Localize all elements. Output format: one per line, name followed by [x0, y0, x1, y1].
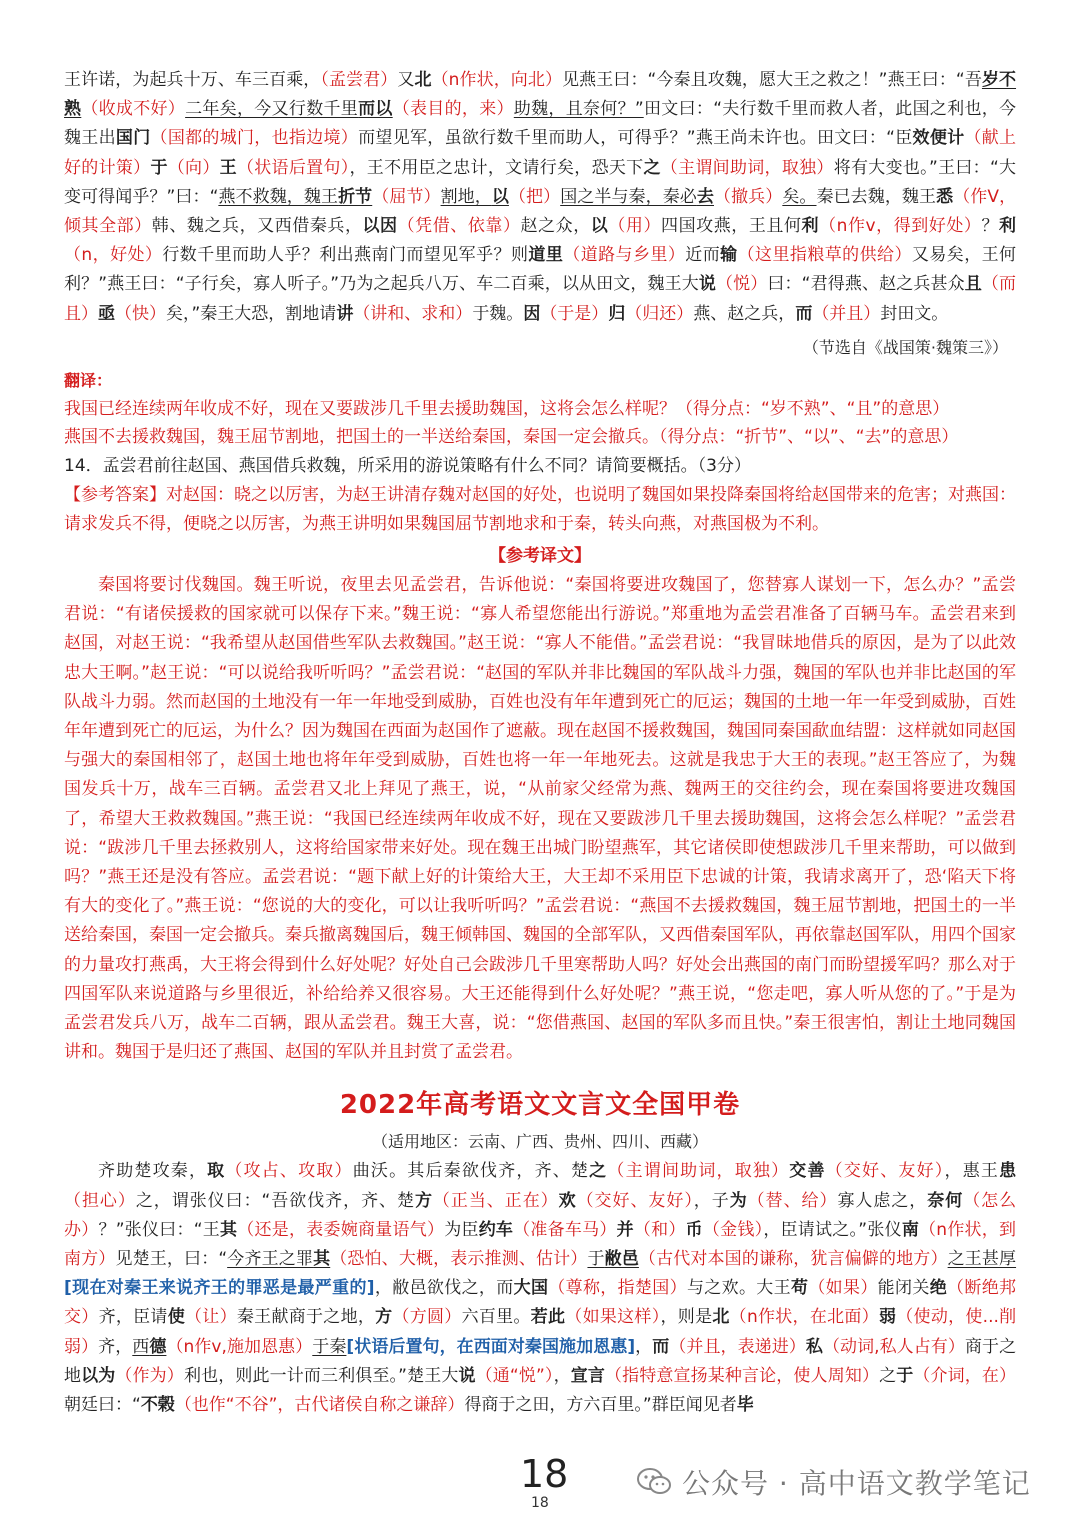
translation-line-1: 我国已经连续两年收成不好，现在又要跋涉几千里去援助魏国，这将会怎么样呢？（得分点：“岁不熟”、“且”的意思） — [64, 398, 950, 419]
key-word: 宣言 — [570, 1365, 605, 1386]
passage-text: 赵之众， — [520, 216, 591, 237]
key-word: 输 — [720, 245, 738, 266]
annotation-gloss: （和） — [633, 1219, 686, 1240]
key-word: 毕 — [736, 1395, 754, 1416]
key-word: 币 — [685, 1219, 703, 1240]
key-word: 大国 — [513, 1278, 549, 1299]
passage-text: 于秦 — [312, 1336, 347, 1357]
passage-text: 矣。 — [782, 186, 817, 207]
annotation-gloss: （悦） — [716, 274, 768, 295]
passage-text: 近而 — [685, 245, 721, 266]
passage-text: 韩、魏之兵，又西借秦兵， — [151, 216, 363, 237]
passage-text: ， — [553, 1365, 571, 1386]
wechat-icon — [636, 1467, 672, 1497]
passage-text: ，子 — [693, 1190, 730, 1211]
passage-text: 见楚王，曰：“ — [115, 1249, 228, 1270]
key-word: 亟 — [98, 303, 115, 324]
key-word: 之 — [589, 1161, 608, 1182]
annotation-gloss: （交好、友好） — [576, 1190, 694, 1211]
annotation-gloss: （这里指粮草的供给） — [737, 245, 912, 266]
annotation-gloss: （并且） — [812, 303, 881, 324]
annotation-gloss: （状语后置句） — [236, 157, 350, 178]
passage-text: ，王不用臣之忠计，文请行矣，恐天下 — [349, 157, 644, 178]
passage-text: 曰：“君得燕、赵之兵甚众 — [767, 274, 965, 295]
key-word: 以为 — [81, 1365, 116, 1386]
key-word: 若此 — [530, 1307, 566, 1328]
passage-text: ，臣请试之。”张仪 — [763, 1219, 902, 1240]
annotation-gloss: （通“悦”） — [475, 1365, 554, 1386]
key-word: 以因 — [362, 216, 398, 237]
annotation-gloss: （使动，使...削弱） — [64, 1307, 1017, 1357]
passage-text: 曲沃。其后秦欲伐齐，齐、楚 — [352, 1161, 590, 1182]
annotation-gloss: （n作v,施加恩惠） — [166, 1336, 313, 1357]
key-word: 且 — [964, 274, 982, 295]
passage-text: 齐助楚攻秦， — [98, 1161, 208, 1182]
passage-text: ，则是 — [660, 1307, 713, 1328]
passage-text: 之王甚厚 — [947, 1249, 1017, 1270]
annotation-gloss: （道路与乡里） — [563, 245, 686, 266]
annotation-gloss: （交好、友好） — [825, 1161, 945, 1182]
passage-text: 商于之地 — [64, 1336, 1017, 1386]
passage-text: 齐， — [98, 1336, 133, 1357]
passage-text: 燕、赵之兵， — [693, 303, 796, 324]
annotation-gloss: （金钱） — [702, 1219, 764, 1240]
key-word: 取 — [207, 1161, 226, 1182]
passage-text: 齐，臣请 — [98, 1307, 168, 1328]
key-word: 不榖 — [140, 1395, 175, 1416]
key-word: 而以 — [358, 99, 393, 120]
key-word: 效便计 — [912, 128, 965, 149]
annotation-gloss: （正当、正在） — [432, 1190, 559, 1211]
annotation-gloss: （屈节） — [372, 186, 441, 207]
passage-text: 寡人虑之， — [837, 1190, 928, 1211]
document-page — [64, 66, 1016, 1420]
passage-text: 之，谓张仪曰：“吾欲伐齐，齐、楚 — [135, 1190, 415, 1211]
watermark-text: 公众号 · 高中语文教学笔记 — [682, 1467, 1031, 1500]
annotation-gloss: （孟尝君） — [320, 70, 398, 90]
passage-text: 秦已去魏，魏王 — [816, 186, 937, 207]
passage-text: 四国攻燕，王且何 — [661, 216, 802, 237]
annotation-gloss: （n作状，在北面） — [729, 1307, 879, 1328]
annotation-gloss: （n作状，向北） — [431, 70, 563, 90]
annotation-gloss: （用） — [608, 216, 662, 237]
annotation-gloss: （向） — [167, 157, 220, 178]
key-word: 敝邑 — [604, 1249, 639, 1270]
passage-text: 之 — [879, 1365, 897, 1386]
passage-text: 与之欢。大王 — [686, 1278, 791, 1299]
key-word: 方 — [375, 1307, 393, 1328]
annotation-gloss: （献上好的计策） — [64, 128, 1017, 178]
passage-text: 六百里。 — [461, 1307, 531, 1328]
key-word: 王 — [219, 157, 237, 178]
passage-text: 将有大变也。”王曰：“大变可得闻乎？”曰：“ — [64, 157, 1017, 207]
passage-text: 二年矣，今又行数千里 — [185, 99, 359, 120]
annotation-gloss: （并且，表递进） — [669, 1336, 806, 1357]
annotation-gloss: （也作“不谷”，古代诸侯自称之谦辞） — [174, 1395, 465, 1416]
annotation-gloss: （作为） — [115, 1365, 184, 1386]
source-citation: （节选自《战国策·魏策三》） — [802, 337, 1008, 357]
annotation-gloss: （撤兵） — [713, 186, 783, 207]
passage-text: 又 — [397, 70, 415, 90]
passage-text: 今齐王之罪 — [227, 1249, 314, 1270]
page-number-small: 18 — [531, 1495, 549, 1511]
key-word: 其 — [220, 1219, 238, 1240]
key-word: 德 — [149, 1336, 167, 1357]
key-word: 南 — [901, 1219, 920, 1240]
passage-text: 于 — [587, 1249, 605, 1270]
annotation-gloss: （恐怕、大概，表示推测、估计） — [330, 1249, 588, 1270]
key-word: 道里 — [528, 245, 564, 266]
reference-answer: 【参考答案】对赵国：晓之以厉害，为赵王讲清存魏对赵国的好处，也说明了魏国如果投降秦国将给赵国带来的危害；对燕国：请求发兵不得，便晓之以厉害，为燕王讲明如果魏国屈节割地求和于秦，转头向燕，对燕国极为不利。 — [64, 484, 1016, 534]
annotation-gloss: （攻占、攻取） — [225, 1161, 353, 1182]
key-word: 以 — [590, 216, 609, 237]
passage-text: ，敝邑欲伐之，而 — [374, 1278, 514, 1299]
passage-text: 利也，则此一计而三利俱至。”楚王大 — [183, 1365, 459, 1386]
passage-text: 燕不救魏，魏王 — [218, 186, 339, 207]
annotation-gloss: （断绝邦交） — [64, 1278, 1017, 1328]
key-word: 患 — [999, 1161, 1017, 1182]
annotation-gloss: [现在对秦王来说齐王的罪恶是最严重的] — [64, 1278, 375, 1299]
passage-text: ？”张仪曰：“王 — [98, 1219, 221, 1240]
annotation-gloss: （n作v，得到好处） — [819, 216, 982, 237]
passage-text: ， — [635, 1336, 653, 1357]
key-word: 于 — [150, 157, 168, 178]
annotation-gloss: （指特意宣扬某种言论，使人周知） — [604, 1365, 880, 1386]
key-word: 方 — [414, 1190, 433, 1211]
passage-text: 王许诺，为起兵十万、车三百乘， — [64, 70, 321, 90]
translation-line-2: 燕国不去援救魏国，魏王屈节割地，把国土的一半送给秦国，秦国一定会撤兵。（得分点：“折节”、“以”、“去”的意思） — [64, 427, 959, 448]
annotation-gloss: （表目的，来） — [392, 99, 514, 120]
reference-translation-text: 秦国将要讨伐魏国。魏王听说，夜里去见孟尝君，告诉他说：“秦国将要进攻魏国了，您替寡人谋划一下，怎么办？”孟尝君说：“有诸侯援救的国家就可以保存下来。”魏王说：“寡人希望您能出行游说。”郑重地为孟尝君准备了百辆马车。孟尝君来到赵国，对赵王说：“我希望从赵国借些军队去救魏国。”赵王说：“寡人不能借。”孟尝君说：“我冒昧地借兵的原因，是为了以此效忠大王啊。”赵王说：“可以说给我听听吗？”孟尝君说：“赵国的军队并非比魏国的军队战斗力强，魏国的军队也并非比赵国的军队战斗力弱。然而赵国的土地没有一年一年地受到威胁，百姓也没有年年遭到死亡的厄运；魏国的土地一年一年受到威胁，百姓年年遭到死亡的厄运，为什么？因为魏国在西面为赵国作了遮蔽。现在赵国不援救魏国，魏国同秦国歃血结盟：这样就如同赵国与强大的秦国相邻了，赵国土地也将年年受到威胁，百姓也将一年一年地死去。这就是我忠于大王的表现。”赵王答应了，为魏国发兵十万，战车三百辆。孟尝君又北上拜见了燕王，说，“从前家父经常为燕、魏两王的交往约会，现在秦国将要进攻魏国了，希望大王救救魏国。”燕王说：“我国已经连续两年收成不好，现在又要跋涉几千里去援助魏国，这将会怎么样呢？”孟尝君说：“跋涉几千里去拯救别人，这将给国家带来好处。现在魏王出城门盼望燕军，其它诸侯即使想跋涉几千里来帮助，可以做到吗？”燕王还是没有答应。孟尝君说：“题下献上好的计策给大王，大王却不采用臣下忠诚的计策，我请求离开了，恐‘陷天下将有大的变化了。”燕王说：“您说的大的变化，可以让我听听吗？”孟尝君说：“燕国不去援救魏国，魏王屈节割地，把国土的一半送给秦国，秦国一定会撤兵。秦兵撤离魏国后，魏王倾韩国、魏国的全部军队，又西借秦国军队，再依靠赵国军队，用四个国家的力量攻打燕禹，大王将会得到什么好处呢？好处自己会跋涉几千里寒帮助人吗？好处会出燕国的南门而盼望援军吗？那么对于四国军队来说道路与乡里很近，补给给养又很容易。大王还能得到什么好处呢？”燕王说，“您走吧，寡人听从您的了。”于是为孟尝君发兵八万，战车二百辆，跟从孟尝君。魏王大喜，说：“您借燕国、赵国的军队多而且快。”秦王很害怕，割让土地同魏国讲和。魏国于是归还了燕国、赵国的军队并且封赏了孟尝君。 — [64, 575, 1016, 1063]
key-word: 使 — [167, 1307, 186, 1328]
annotation-gloss: （n，好处） — [64, 245, 163, 266]
key-word: 说 — [458, 1365, 476, 1386]
reference-translation-title: 【参考译文】 — [489, 546, 591, 567]
annotation-gloss: （方圆） — [392, 1307, 462, 1328]
annotation-gloss: （如果这样） — [565, 1307, 661, 1328]
passage-text: 于魏。 — [472, 303, 524, 324]
annotation-gloss: （把） — [508, 186, 561, 207]
key-word: 约车 — [478, 1219, 514, 1240]
passage-text: 又易矣，王何利？”燕王曰：“子行矣，寡人听子。”乃为之起兵八万、车二百乘，以从田文，魏王大 — [64, 245, 1017, 295]
annotation-gloss: （准备车马） — [513, 1219, 617, 1240]
key-word: 北 — [712, 1307, 730, 1328]
annotation-gloss: （而且） — [64, 274, 1017, 324]
passage-text: 见燕王曰：“今秦且攻魏，愿大王之救之！”燕王曰：“吾 — [562, 70, 982, 90]
passage-text: 割地， — [440, 186, 492, 207]
key-word: 其 — [313, 1249, 331, 1270]
annotated-passage-2 — [64, 1157, 1016, 1420]
key-word: 去 — [696, 186, 714, 207]
key-word: 归 — [608, 303, 626, 324]
passage-text: 为臣 — [444, 1219, 479, 1240]
key-word: 私 — [805, 1336, 823, 1357]
passage-text: 助魏，且奈何？” — [513, 99, 644, 120]
annotation-gloss: [状语后置句，在西面对秦国施加恩惠] — [346, 1336, 636, 1357]
translation-label: 翻译： — [64, 370, 113, 390]
annotation-gloss: （如果） — [808, 1278, 878, 1299]
annotation-gloss: （动词,私人占有） — [822, 1336, 965, 1357]
key-word: 交善 — [789, 1161, 826, 1182]
key-word: 而 — [652, 1336, 670, 1357]
annotation-gloss: （主谓间助词，取独） — [607, 1161, 790, 1182]
annotation-gloss: （替、给） — [747, 1190, 838, 1211]
key-word: 折节 — [338, 186, 373, 207]
key-word: 于 — [896, 1365, 914, 1386]
annotation-gloss: （还是，表委婉商量语气） — [237, 1219, 445, 1240]
key-word: 悉 — [936, 186, 954, 207]
key-word: 绝 — [929, 1278, 948, 1299]
passage-text: 矣，”秦王大恐，割地请 — [166, 303, 337, 324]
annotation-gloss: （古代对本国的谦称，犹言偏僻的地方） — [638, 1249, 948, 1270]
key-word: 并 — [616, 1219, 634, 1240]
passage-text: 而望见军，虽欲行数千里而助人，可得乎？”燕王尚未许也。田文曰：“臣 — [358, 128, 913, 149]
annotation-gloss: （怎么办） — [64, 1190, 1017, 1240]
key-word: 说 — [698, 274, 717, 295]
key-word: 之 — [643, 157, 661, 178]
wechat-watermark — [636, 1462, 1031, 1502]
annotation-gloss: （n作状，到南方） — [64, 1219, 1017, 1270]
passage-text: 得商于之田，方六百里。”群臣闻见者 — [464, 1395, 737, 1416]
annotation-gloss: （快） — [115, 303, 166, 324]
passage-text: 西 — [132, 1336, 150, 1357]
annotation-gloss: （主谓间助词，取独） — [660, 157, 834, 178]
annotated-passage-1 — [64, 66, 1016, 329]
key-word: 因 — [523, 303, 541, 324]
key-word: 为 — [729, 1190, 748, 1211]
annotation-gloss: （归还） — [625, 303, 694, 324]
passage-text: ？ — [981, 216, 1000, 237]
annotation-gloss: （于是） — [540, 303, 609, 324]
passage-text: 国之半与秦，秦必 — [560, 186, 697, 207]
key-word: 弱 — [878, 1307, 897, 1328]
key-word: 岁不熟 — [64, 70, 1017, 120]
key-word: 欢 — [558, 1190, 577, 1211]
key-word: 利 — [801, 216, 820, 237]
annotation-gloss: （介词，在） — [913, 1365, 1017, 1386]
passage-text: 封田文。 — [880, 303, 949, 324]
key-word: 讲 — [336, 303, 354, 324]
passage-text: 朝廷曰：“ — [64, 1395, 141, 1416]
passage-text: 行数千里而助人乎？利出燕南门而望见军乎？则 — [162, 245, 529, 266]
annotation-gloss: （国都的城门，也指边境） — [150, 128, 359, 149]
passage-text: 能闭关 — [877, 1278, 930, 1299]
key-word: 国门 — [115, 128, 151, 149]
annotation-gloss: （尊称，指楚国） — [548, 1278, 687, 1299]
applicable-regions: （适用地区：云南、广西、贵州、四川、西藏） — [371, 1132, 708, 1152]
key-word: 以 — [491, 186, 509, 207]
passage-text: 秦王献商于之地， — [236, 1307, 376, 1328]
key-word: 利 — [999, 216, 1017, 237]
passage-text: ，惠王 — [944, 1161, 1000, 1182]
annotation-gloss: （让） — [185, 1307, 237, 1328]
question-14: 14．孟尝君前往赵国、燕国借兵救魏，所采用的游说策略有什么不同？请简要概括。（3分） — [64, 456, 751, 477]
annotation-gloss: （担心） — [64, 1190, 136, 1211]
annotation-gloss: （凭借、依靠） — [397, 216, 521, 237]
key-word: 苟 — [790, 1278, 809, 1299]
exam-section-title: 2022年高考语文文言文全国甲卷 — [339, 1090, 741, 1121]
annotation-gloss: （收成不好） — [81, 99, 186, 120]
page-number: 18 — [520, 1452, 569, 1496]
key-word: 北 — [414, 70, 432, 90]
key-word: 而 — [795, 303, 813, 324]
annotation-gloss: （作V，倾其全部） — [64, 186, 1017, 237]
annotation-gloss: （讲和、求和） — [353, 303, 473, 324]
key-word: 奈何 — [927, 1190, 964, 1211]
passage-text: 田文曰：“夫行数千里而救人者，此国之利也，今魏王出 — [64, 99, 1017, 149]
